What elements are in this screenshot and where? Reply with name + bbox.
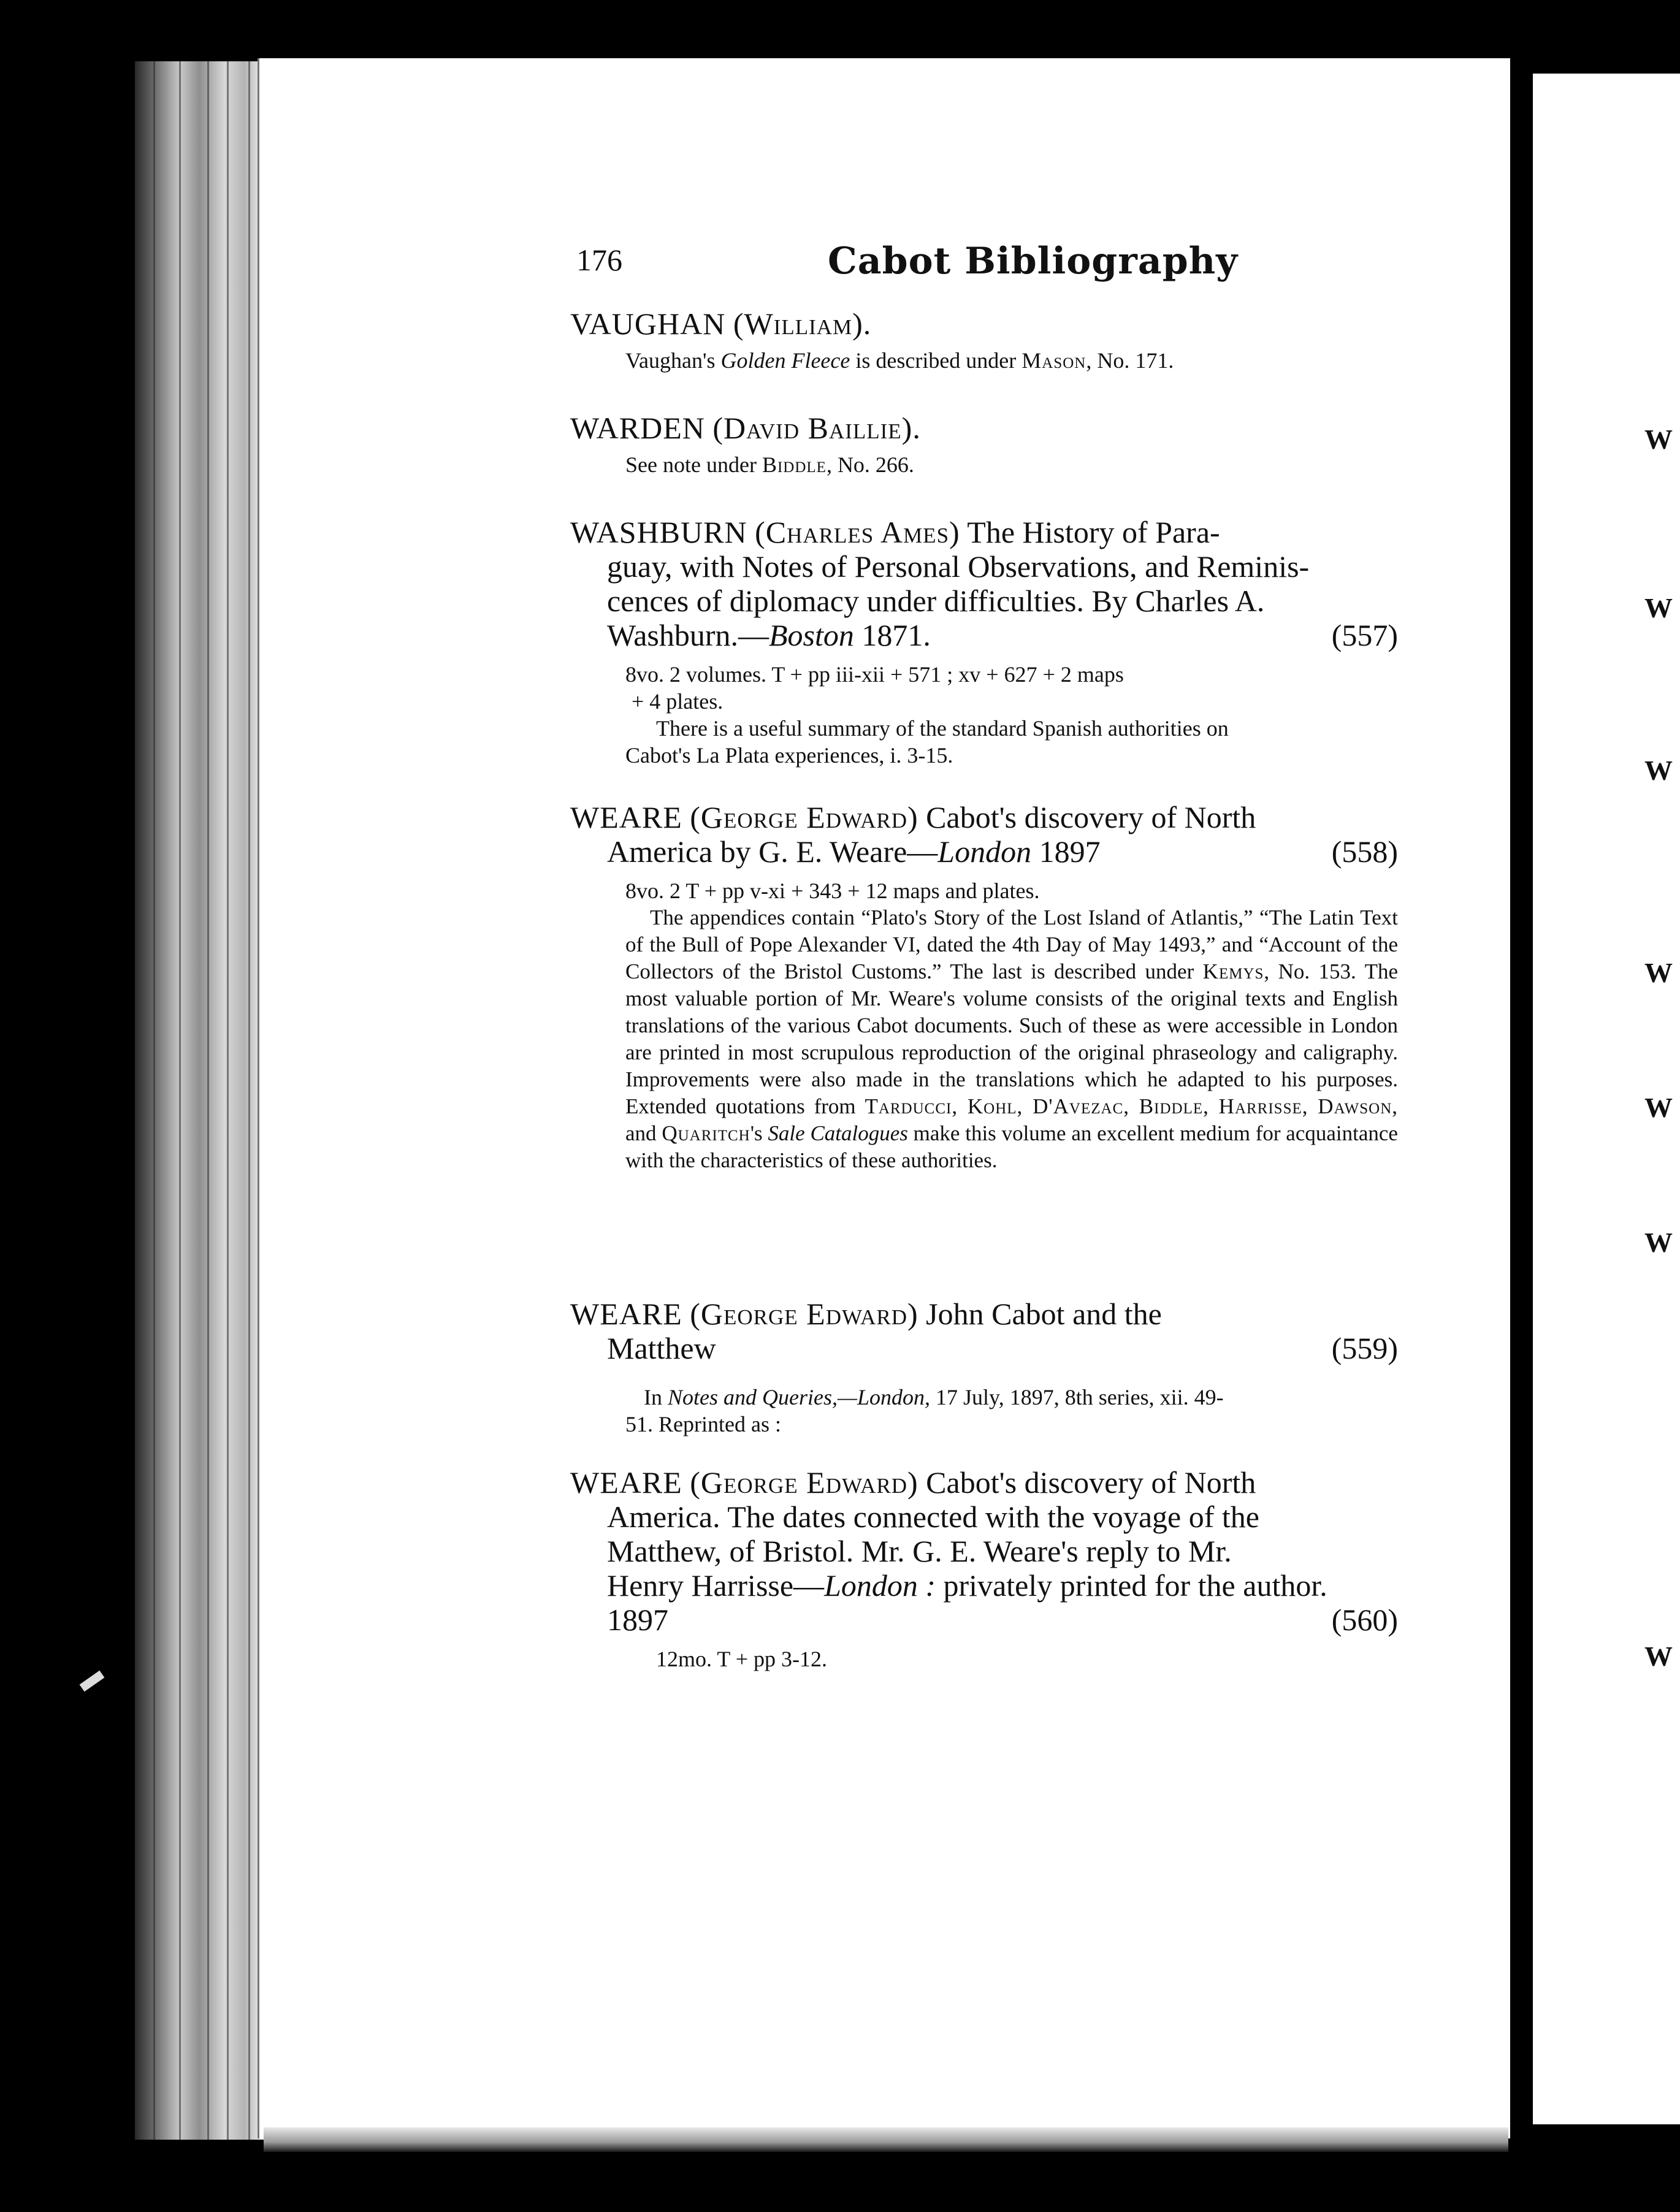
entry-description: The appendices contain “Plato's Story of the Lost Island of Atlantis,” “The Latin Text of the Bull of Pope Alexander VI, dated the 4th Day of May 1493,” and “Account of the Collectors of the Bristol Customs.” The last is described under Kemys, No. 153. The most valuable portion of Mr. Weare's volume consists of the original texts and English translations of the various Cabot documents. Such of these as were accessible in London are printed in most scrupulous reproduction of the original phraseology and caligraphy. Improvements were also made in the translations which he adapted to his purposes. Extended quotations from Tarducci, Kohl, D'Avezac, Biddle, Harrisse, Dawson, and Quaritch's Sale Catalogues make this volume an excellent medium for acquaintance with the characteristics of these authorities. xyxy=(625,906,1398,1172)
collation: + 4 plates. xyxy=(632,689,724,714)
page-number: 176 xyxy=(576,243,622,277)
entry-note: 51. Reprinted as : xyxy=(625,1412,781,1436)
page-header xyxy=(576,242,1398,297)
margin-mark xyxy=(80,1671,105,1691)
facing-page-letter: W xyxy=(1644,1092,1673,1123)
author-surname: WEARE xyxy=(570,1465,682,1500)
author-surname: WEARE xyxy=(570,1297,682,1331)
entry-heading xyxy=(570,515,1398,549)
running-title: Cabot Bibliography xyxy=(828,240,1239,283)
entry-note: See note under Biddle, No. 266. xyxy=(625,452,914,477)
entry-warden xyxy=(570,411,1398,478)
collation: 8vo. 2 volumes. T + pp iii-xii + 571 ; xv + 627 + 2 maps xyxy=(625,662,1124,687)
page-bottom-fold xyxy=(264,2127,1508,2152)
facing-page-letter: W xyxy=(1644,424,1673,455)
facing-page-letter: W xyxy=(1644,1641,1673,1672)
entry-note: There is a useful summary of the standard Spanish authorities on xyxy=(656,716,1229,741)
entry-heading xyxy=(570,411,1398,445)
imprint-line: Henry Harrisse—London : privately printed for the author. xyxy=(607,1568,1327,1603)
title-continuation: Matthew, of Bristol. Mr. G. E. Weare's reply to Mr. xyxy=(607,1534,1232,1568)
entry-note: Cabot's La Plata experiences, i. 3-15. xyxy=(625,743,953,768)
year-line: 1897 (560) xyxy=(607,1603,1398,1637)
entry-washburn xyxy=(570,515,1398,769)
imprint-place: London xyxy=(937,834,1032,869)
imprint-place: London : xyxy=(824,1568,936,1603)
entry-weare-559 xyxy=(570,1297,1398,1438)
author-given-name: (Charles Ames) xyxy=(755,515,960,549)
entry-number: (560) xyxy=(1331,1603,1398,1637)
entry-vaughan xyxy=(570,307,1398,374)
entry-note: In Notes and Queries,—London, 17 July, 1897, 8th series, xii. 49- xyxy=(644,1385,1224,1409)
author-surname: WEARE xyxy=(570,800,682,834)
facing-page-fragment xyxy=(1533,74,1680,2124)
author-surname: VAUGHAN xyxy=(570,307,726,341)
entry-heading xyxy=(570,1297,1398,1331)
author-given-name: (William). xyxy=(733,307,872,341)
entry-weare-560 xyxy=(570,1465,1398,1672)
author-given-name: (David Baillie). xyxy=(712,411,921,445)
author-surname: WARDEN xyxy=(570,411,705,445)
entry-number: (558) xyxy=(1331,834,1398,869)
imprint-line: America by G. E. Weare—London 1897 (558) xyxy=(607,834,1398,869)
author-given-name: (George Edward) xyxy=(690,1297,918,1331)
author-given-name: (George Edward) xyxy=(690,1465,918,1500)
author-given-name: (George Edward) xyxy=(690,800,918,834)
page-stack-edge xyxy=(135,61,264,2140)
entry-heading xyxy=(570,307,1398,341)
facing-page-letter: W xyxy=(1644,957,1673,988)
entry-note: Vaughan's Golden Fleece is described under Mason, No. 171. xyxy=(625,348,1174,373)
title-text: Cabot's discovery of North xyxy=(926,1465,1256,1500)
title-text: The History of Para- xyxy=(967,515,1220,549)
title-continuation: cences of diplomacy under difficulties. By Charles A. xyxy=(607,584,1265,618)
entry-weare-558 xyxy=(570,800,1398,1174)
entry-number: (559) xyxy=(1331,1331,1398,1365)
author-surname: WASHBURN xyxy=(570,515,747,549)
title-text: John Cabot and the xyxy=(926,1297,1162,1331)
collation: 12mo. T + pp 3-12. xyxy=(656,1647,827,1671)
imprint-place: Boston xyxy=(769,618,854,652)
title-continuation: America. The dates connected with the voyage of the xyxy=(607,1500,1259,1534)
collation: 8vo. 2 T + pp v-xi + 343 + 12 maps and plates. xyxy=(625,879,1040,903)
facing-page-letter: W xyxy=(1644,592,1673,624)
facing-page-letter: W xyxy=(1644,1227,1673,1258)
entry-number: (557) xyxy=(1331,618,1398,652)
imprint-line: Matthew (559) xyxy=(607,1331,1398,1365)
title-continuation: guay, with Notes of Personal Observations, and Reminis- xyxy=(607,549,1310,584)
imprint-line: Washburn.—Boston 1871. (557) xyxy=(607,618,1398,652)
entry-heading xyxy=(570,800,1398,834)
title-text: Cabot's discovery of North xyxy=(926,800,1256,834)
facing-page-letter: W xyxy=(1644,755,1673,786)
entry-heading xyxy=(570,1465,1398,1500)
